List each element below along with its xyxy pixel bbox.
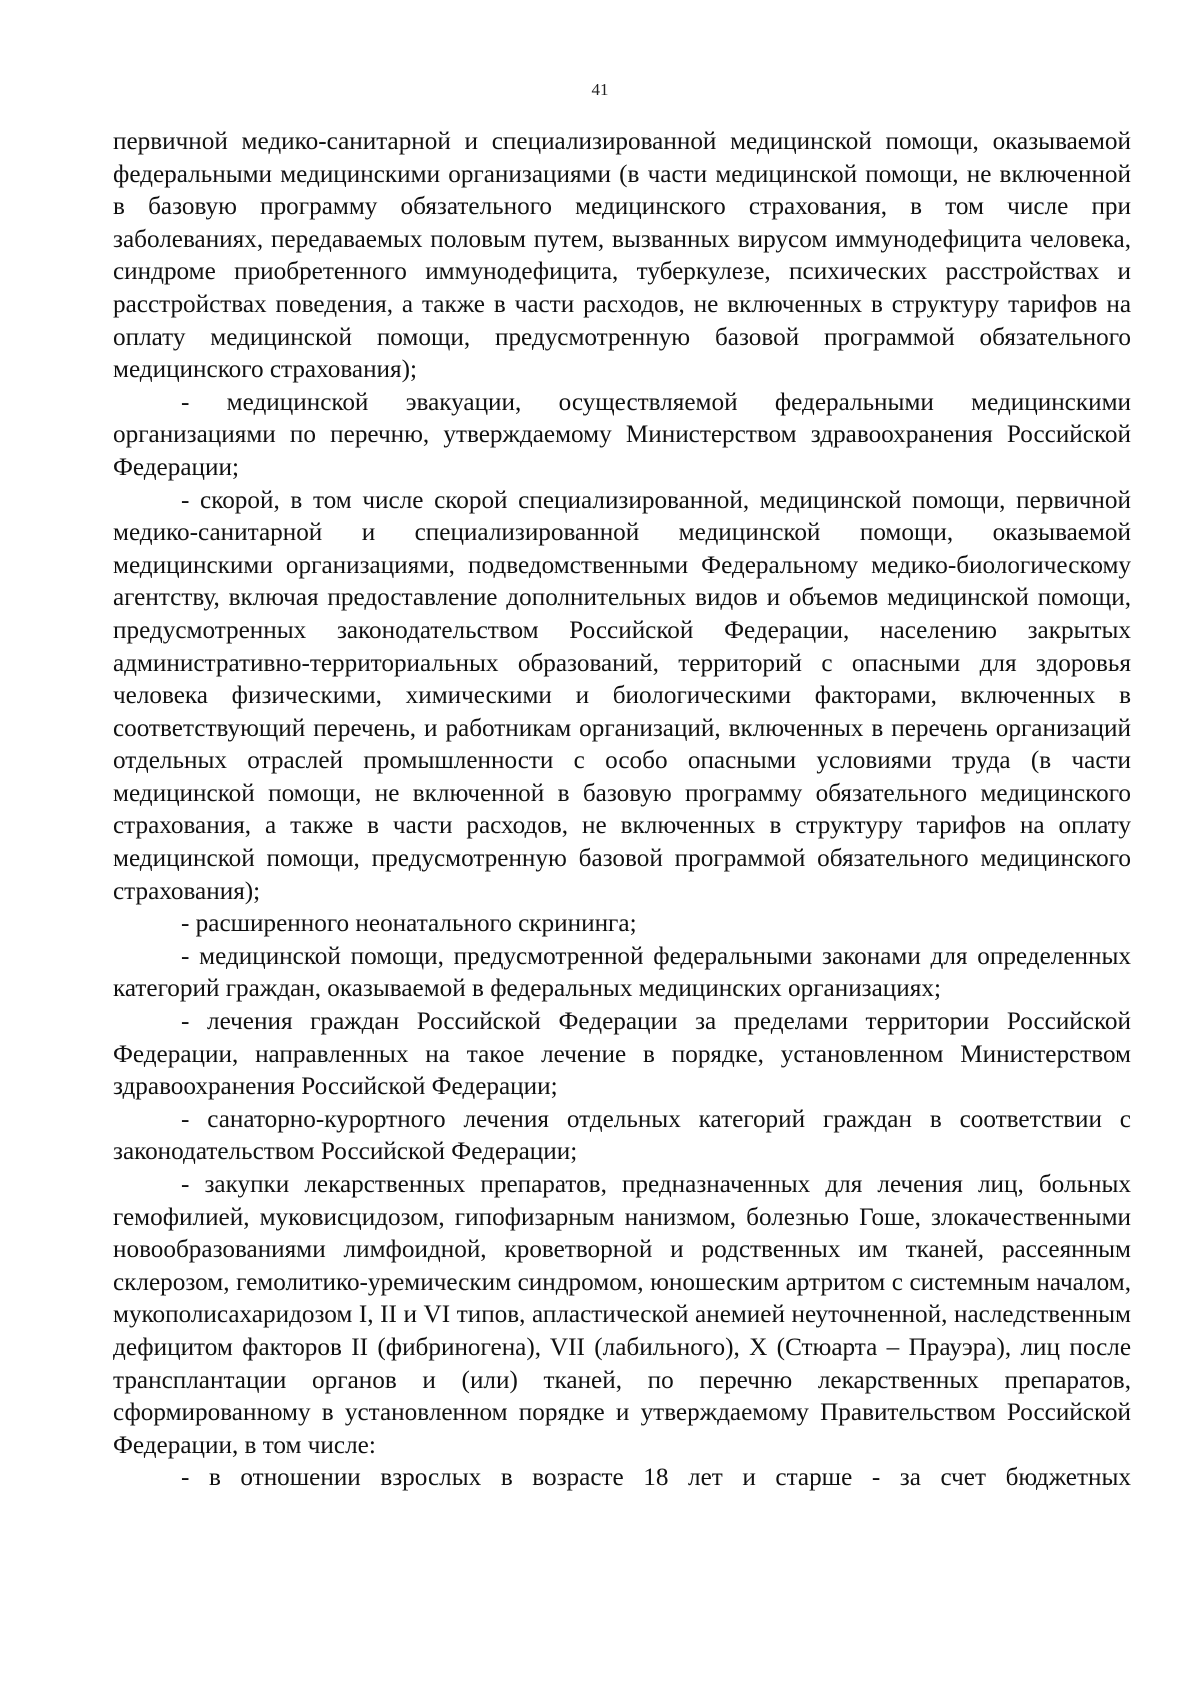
document-body <box>113 126 1131 1495</box>
paragraph-treatment-abroad: - лечения граждан Российской Федерации за пределами территории Российской Федерации, направленных на такое лечение в порядке, установленном Министерством здравоохранения Российской Федерации; <box>113 1008 1131 1101</box>
paragraph-sanatorium-treatment: - санаторно-курортного лечения отдельных категорий граждан в соответствии с законодательством Российской Федерации; <box>113 1105 1131 1166</box>
paragraph-drug-procurement: - закупки лекарственных препаратов, предназначенных для лечения лиц, больных гемофилией, муковисцидозом, гипофизарным нанизмом, болезнью Гоше, злокачественными новообразованиями лимфоидной, кроветворной и родственных им тканей, рассеянным склерозом, гемолитико-уремическим синдромом, юношеским артритом с системным началом, мукополисахаридозом I, II и VI типов, апластической анемией неуточненной, наследственным дефицитом факторов II (фибриногена), VII (лабильного), X (Стюарта – Прауэра), лиц после трансплантации органов и (или) тканей, по перечню лекарственных препаратов, сформированному в установленном порядке и утверждаемому Правительством Российской Федерации, в том числе: <box>113 1171 1131 1459</box>
paragraph-emergency-care-fmba: - скорой, в том числе скорой специализированной, медицинской помощи, первичной медико-санитарной и специализированной медицинской помощи, оказываемой медицинскими организациями, подведомственными Федеральному медико-биологическому агентству, включая предоставление дополнительных видов и объемов медицинской помощи, предусмотренных законодательством Российской Федерации, населению закрытых административно-территориальных образований, территорий с опасными для здоровья человека физическими, химическими и биологическими факторами, включенных в соответствующий перечень, и работникам организаций, включенных в перечень организаций отдельных отраслей промышленности с особо опасными условиями труда (в части медицинской помощи, не включенной в базовую программу обязательного медицинского страхования, а также в части расходов, не включенных в структуру тарифов на оплату медицинской помощи, предусмотренную базовой программой обязательного медицинского страхования); <box>113 486 1131 905</box>
paragraph-federal-laws-care: - медицинской помощи, предусмотренной федеральными законами для определенных категорий граждан, оказываемой в федеральных медицинских организациях; <box>113 942 1131 1003</box>
page-number: 41 <box>591 80 609 99</box>
paragraph-continuation: первичной медико-санитарной и специализированной медицинской помощи, оказываемой федеральными медицинскими организациями (в части медицинской помощи, не включенной в базовую программу обязательного медицинского страхования, в том числе при заболеваниях, передаваемых половым путем, вызванных вирусом иммунодефицита человека, синдроме приобретенного иммунодефицита, туберкулезе, психических расстройствах и расстройствах поведения, а также в части расходов, не включенных в структуру тарифов на оплату медицинской помощи, предусмотренную базовой программой обязательного медицинского страхования); <box>113 128 1131 384</box>
paragraph-neonatal-screening: - расширенного неонатального скрининга; <box>181 910 637 938</box>
paragraph-adults-budget: - в отношении взрослых в возрасте 18 лет и старше - за счет бюджетных <box>181 1464 1131 1492</box>
paragraph-medical-evacuation: - медицинской эвакуации, осуществляемой федеральными медицинскими организациями по перечню, утверждаемому Министерством здравоохранения Российской Федерации; <box>113 388 1131 481</box>
